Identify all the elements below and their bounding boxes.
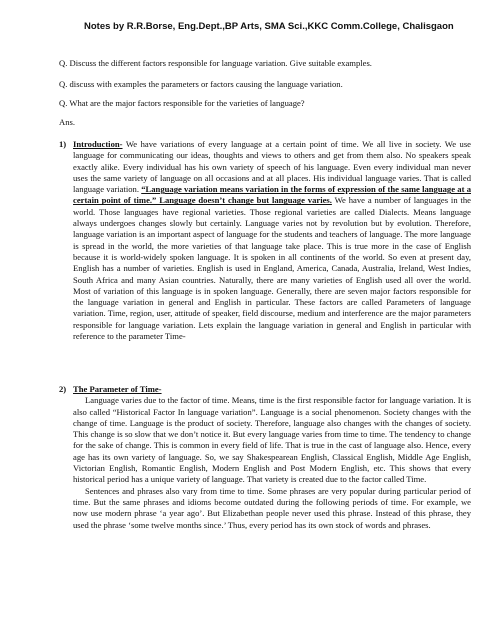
section-heading: The Parameter of Time- <box>73 384 162 394</box>
paragraph: Sentences and phrases also vary from time to time. Some phrases are very popular during particular period of time. But the same phrases and idioms become outdated during the following periods of time. For example, we now use modern phrase ‘a year ago’. But Elizabethan people never used this phrase. Instead of this phrase, they used the phrase ‘some twelve months since.’ Thus, every period has its own stock of words and phrases. <box>73 485 471 530</box>
question-3: Q. What are the major factors responsible for the varieties of language? <box>59 98 305 108</box>
section-number: 2) <box>59 384 67 394</box>
paragraph: Language varies due to the factor of time. Means, time is the first responsible factor for language variation. It is also called “Historical Factor In language variation”. Language is a social phenomenon. Society changes with the change of time. Language is the product of society. Therefore, language also changes with the changes of society. This change is so slow that we don’t notice it. But every language varies from time to time. The tendency to change for the sake of change. This is common in every field of life. That is true in the cast of language also. Hence, every age has its own variety of language. So, we say Shakespearean English, Classical English, Middle Age English, Victorian English, Romantic English, Modern English and Post Modern English, etc. This shows that every historical period has a unique variety of language. That variety is created due to the factor called Time. <box>73 395 471 485</box>
page-header: Notes by R.R.Borse, Eng.Dept.,BP Arts, SMA Sci.,KKC Comm.College, Chalisgaon <box>84 21 454 32</box>
question-1: Q. Discuss the different factors responsible for language variation. Give suitable examples. <box>59 58 372 68</box>
section-heading: Introduction- <box>73 139 123 149</box>
section-body <box>73 384 471 531</box>
definition-text: “Language variation means variation in the forms of expression of the same language at a certain point of time.” Language doesn’t change but language varies. <box>73 184 471 206</box>
section-number: 1) <box>59 139 67 149</box>
section-body <box>73 139 471 342</box>
intro-text-a: We have variations of every language at a certain point of time. We all live in society. We use language for communicating our ideas, thoughts and views to others and get from them also. No speakers speak exactly alike. Every individual has his own variety of speech of his language. Even every individual man never uses the same variety of language on all occasions and at all places. His individual language varies. That is called language variation. <box>73 139 471 195</box>
intro-text-b: We have a number of languages in the world. Those languages have regional varieties. Those regional varieties are called Dialects. Means language always undergoes changes slowly but certainly. Language varies not by revolution but by evolution. Therefore, language variation is an important aspect of language for the students and teachers of language. The more language is spread in the world, the more varieties of that language take place. This is true more in the case of English because it is world-widely spoken language. It is spoken in all continents of the world. So even at present day, English has a number of varieties. English is used in England, America, Canada, Australia, Ireland, West Indies, South Africa and many Asian countries. Naturally, there are many varieties of English used all over the world. Most of variation of this language is in spoken language. Generally, there are seven major factors responsible for the language variation in general and English in particular. These factors are called Parameters of language variation. Time, region, user, attitude of speaker, field discourse, medium and interference are the major parameters responsible for language variation. Lets explain the language variation in general and English in particular with reference to the parameter Time- <box>73 195 471 342</box>
answer-label: Ans. <box>59 117 75 127</box>
question-2: Q. discuss with examples the parameters or factors causing the language variation. <box>59 79 343 89</box>
